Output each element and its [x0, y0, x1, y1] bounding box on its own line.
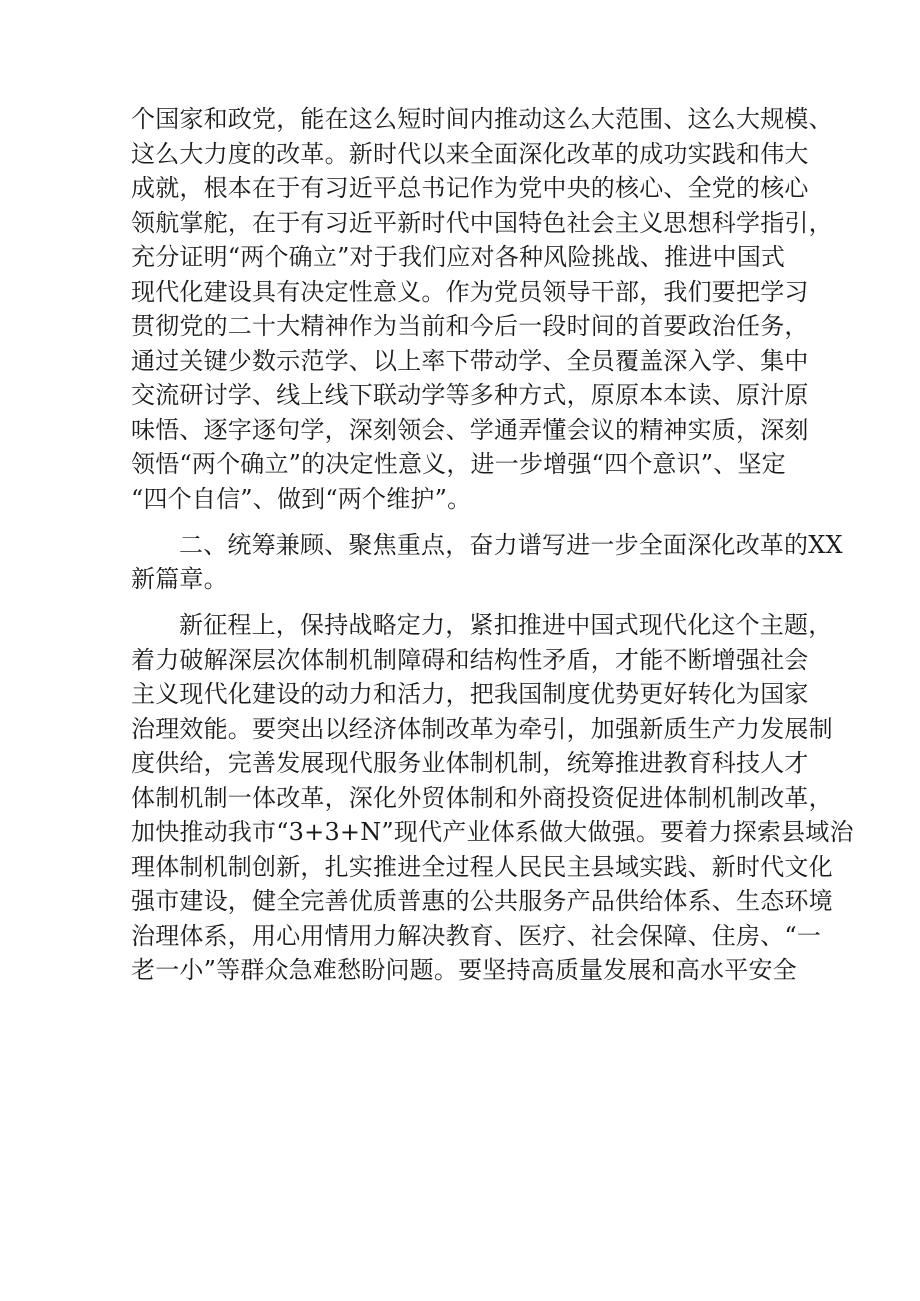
text-line: 个国家和政党，能在这么短时间内推动这么大范围、这么大规模、 [131, 105, 833, 133]
text-line: 治理体系，用心用情用力解决教育、医疗、社会保障、住房、“一 [131, 921, 822, 950]
text-line: 领悟“两个确立”的决定性意义，进一步增强“四个意识”、坚定 [131, 450, 786, 478]
text-line: “四个自信”、做到“两个维护”。 [131, 484, 472, 513]
text-line: 治理效能。要突出以经济体制改革为牵引，加强新质生产力发展制 [131, 714, 833, 743]
text-line: 现代化建设具有决定性意义。作为党员领导干部，我们要把学习 [131, 277, 809, 306]
text-line: 着力破解深层次体制机制障碍和结构性矛盾，才能不断增强社会 [131, 645, 809, 674]
paragraph-1 [131, 102, 833, 516]
text-line: 成就，根本在于有习近平总书记作为党中央的核心、全党的核心 [131, 174, 809, 202]
paragraph-3 [131, 608, 854, 988]
heading-line: 新篇章。 [131, 565, 228, 593]
text-line: 通过关键少数示范学、以上率下带动学、全员覆盖深入学、集中 [131, 346, 809, 375]
section-heading-2 [131, 528, 843, 597]
text-line: 度供给，完善发展现代服务业体制机制，统筹推进教育科技人才 [131, 749, 809, 777]
text-line: 理体制机制创新，扎实推进全过程人民民主县域实践、新时代文化 [131, 852, 833, 881]
text-line: 新征程上，保持战略定力，紧扣推进中国式现代化这个主题， [179, 611, 833, 639]
document-body [131, 102, 854, 999]
text-line: 主义现代化建设的动力和活力，把我国制度优势更好转化为国家 [131, 680, 809, 708]
text-line: 味悟、逐字逐句学，深刻领会、学通弄懂会议的精神实质，深刻 [131, 415, 809, 444]
text-line: 加快推动我市“3+3+N”现代产业体系做大做强。要着力探索县域治 [131, 818, 854, 846]
text-line: 强市建设，健全完善优质普惠的公共服务产品供给体系、生态环境 [131, 887, 833, 915]
text-line: 贯彻党的二十大精神作为当前和今后一段时间的首要政治任务， [131, 312, 809, 340]
heading-line: 二、统筹兼顾、聚焦重点，奋力谱写进一步全面深化改革的XX [179, 530, 843, 559]
text-line: 充分证明“两个确立”对于我们应对各种风险挑战、推进中国式 [131, 243, 786, 271]
text-line: 体制机制一体改革，深化外贸体制和外商投资促进体制机制改革， [131, 783, 833, 812]
text-line: 这么大力度的改革。新时代以来全面深化改革的成功实践和伟大 [131, 139, 809, 168]
text-line: 领航掌舵，在于有习近平新时代中国特色社会主义思想科学指引， [131, 208, 833, 237]
text-line: 交流研讨学、线上线下联动学等多种方式，原原本本读、原汁原 [131, 381, 809, 409]
text-line: 老一小”等群众急难愁盼问题。要坚持高质量发展和高水平安全 [131, 956, 797, 984]
